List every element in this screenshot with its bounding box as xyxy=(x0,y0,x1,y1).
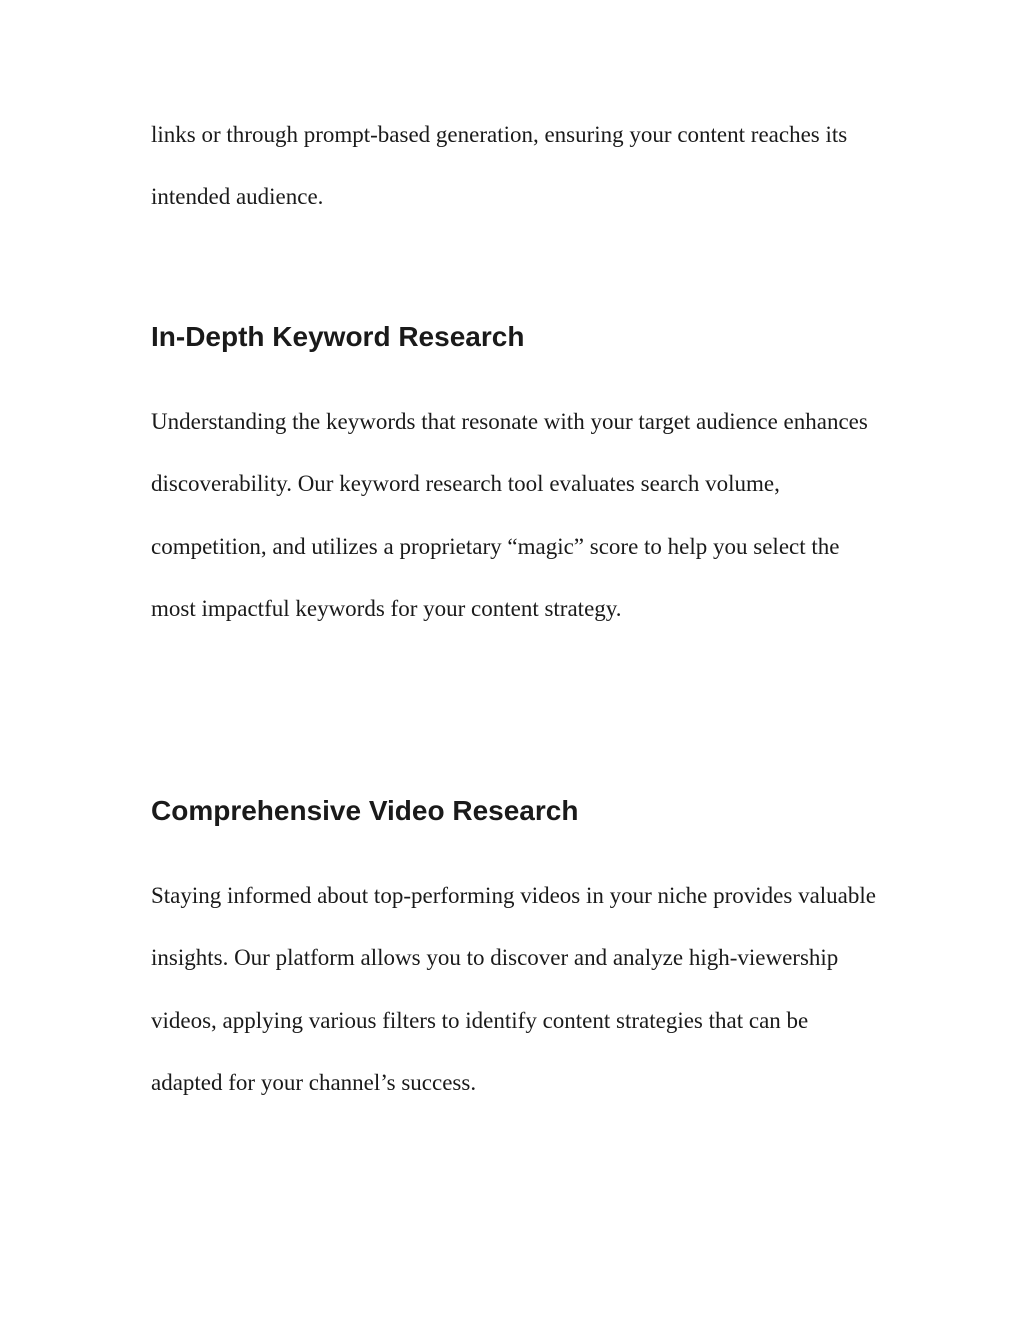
video-research-heading: Comprehensive Video Research xyxy=(151,795,579,826)
keyword-research-heading: In-Depth Keyword Research xyxy=(151,321,525,352)
video-research-paragraph: Staying informed about top-performing videos in your niche provides valuable insights. Our platform allows you to discover and analyze high-viewership videos, applying various filters to identify content strategies that can be adapted for your channel’s success. xyxy=(151,883,876,1096)
keyword-research-paragraph: Understanding the keywords that resonate with your target audience enhances discoverability. Our keyword research tool evaluates search volume, competition, and utilizes a proprietary “magic” score to help you select the most impactful keywords for your content strategy. xyxy=(151,409,868,622)
intro-paragraph: links or through prompt-based generation, ensuring your content reaches its intended audience. xyxy=(151,122,848,210)
